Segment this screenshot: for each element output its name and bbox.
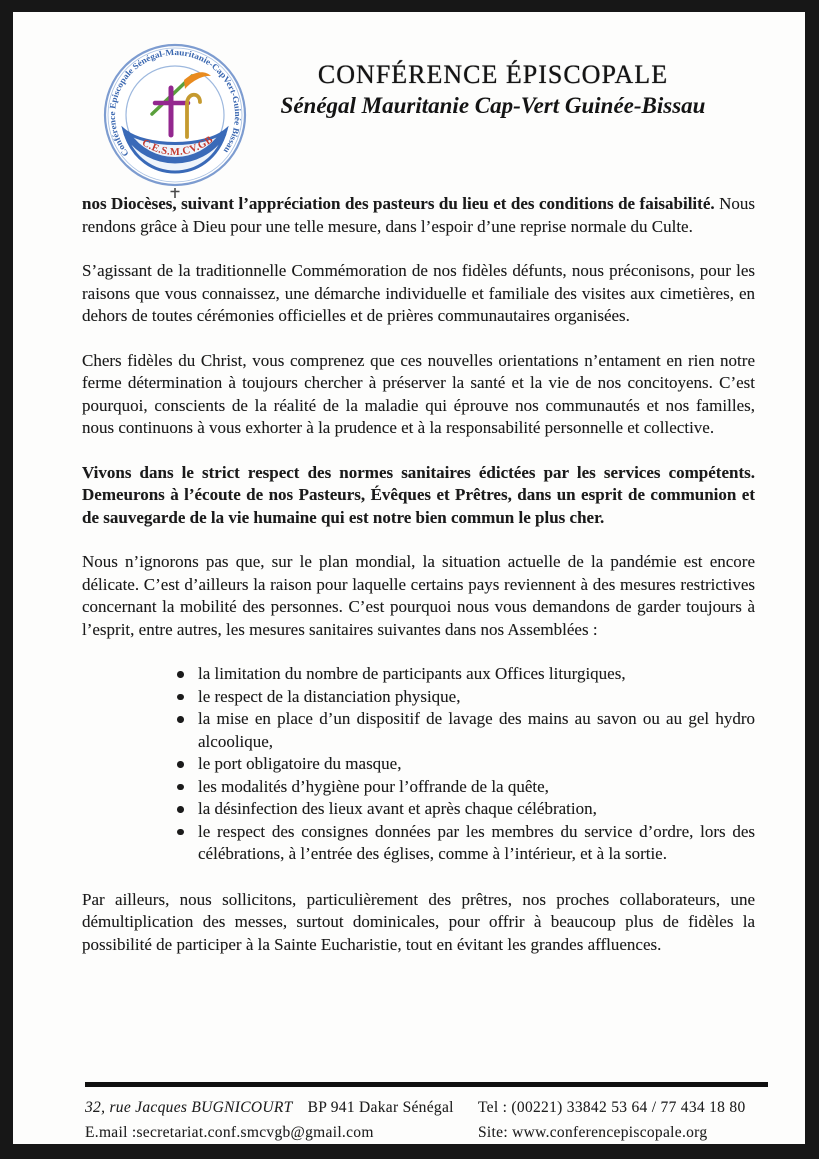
paragraph-demultiplication: Par ailleurs, nous sollicitons, particulièrement des prêtres, nos proches collaborateurs, une démultiplication des messes, surtout dominicales, pour offrir à beaucoup plus de fidèles la possibilité de participer à la Sainte Eucharistie, tout en évitant les grandes affluences. (82, 889, 755, 954)
website-url: Site: www.conferencepiscopale.org (478, 1124, 708, 1141)
footer-row-2 (85, 1120, 781, 1145)
list-item: le port obligatoire du masque, (198, 753, 755, 776)
document-page (13, 12, 805, 1144)
phone-numbers: Tel : (00221) 33842 53 64 / 77 434 18 80 (478, 1099, 746, 1116)
email-address: E.mail :secretariat.conf.smcvgb@gmail.com (85, 1124, 374, 1141)
paragraph-chers-fideles: Chers fidèles du Christ, vous comprenez que ces nouvelles orientations n’entament en rien notre ferme détermination à toujours chercher à préserver la santé et la vie de nos concitoyens. C’est pourquoi, conscients de la réalité de la maladie qui éprouve nos communautés et nos familles, nous continuons à vous exhorter à la prudence et à la responsabilité personnelle et collective. (82, 350, 755, 437)
letterhead (228, 60, 758, 119)
paragraph-lead-bold: nos Diocèses, suivant l’appréciation des pasteurs du lieu et des conditions de faisabilité. (82, 194, 715, 213)
footer-divider (85, 1082, 768, 1087)
letter-body (82, 193, 755, 978)
letter-footer (85, 1082, 781, 1145)
list-item: la mise en place d’un dispositif de lavage des mains au savon ou au gel hydro alcoolique, (198, 708, 755, 753)
list-item: le respect des consignes données par les membres du service d’ordre, lors des célébrations, à l’entrée des églises, comme à l’intérieur, et à la sortie. (198, 821, 755, 866)
po-box: BP 941 Dakar Sénégal (307, 1099, 454, 1116)
list-item: la limitation du nombre de participants aux Offices liturgiques, (198, 663, 755, 686)
paragraph-commemoration: S’agissant de la traditionnelle Commémoration de nos fidèles défunts, nous préconisons, pour les raisons que vous connaissez, une démarche individuelle et familiale des visites aux cimetières, en dehors de toutes cérémonies officielles et de prières communautaires organisées. (82, 261, 755, 325)
organization-subtitle: Sénégal Mauritanie Cap-Vert Guinée-Bissau (280, 93, 706, 118)
organization-title: CONFÉRENCE ÉPISCOPALE (317, 60, 669, 89)
list-item: la désinfection des lieux avant et après chaque célébration, (198, 798, 755, 821)
paragraph-pandemie: Nous n’ignorons pas que, sur le plan mondial, la situation actuelle de la pandémie est encore délicate. C’est d’ailleurs la raison pour laquelle certains pays reviennent à des mesures restrictives concernant la mobilité des personnes. C’est pourquoi nous vous demandons de garder toujours à l’esprit, entre autres, les mesures sanitaires suivantes dans nos Assemblées : (82, 552, 755, 639)
street-address: 32, rue Jacques BUGNICOURT (85, 1099, 293, 1116)
paragraph-lead-rest: Nous rendons grâce à Dieu pour une telle mesure, dans l’espoir d’une reprise normale du Culte. (82, 194, 755, 236)
paragraph-vivons-bold: Vivons dans le strict respect des normes sanitaires édictées par les services compétents. Demeurons à l’écoute de nos Pasteurs, Évêques et Prêtres, dans un esprit de communion et de sauvegarde de la vie humaine qui est notre bien commun le plus cher. (82, 462, 755, 527)
seal-acronym-text: C.E.S.M.CV.GB (139, 134, 216, 159)
list-item: le respect de la distanciation physique, (198, 686, 755, 709)
footer-row-1 (85, 1095, 781, 1120)
sanitary-measures-list (82, 663, 755, 866)
paragraph-diocese-faisabilite (82, 193, 755, 238)
seal-ring-text: Conférence Episcopale Sénégal-Mauritanie-CapVert-Guinée Bissau (106, 47, 244, 159)
list-item: les modalités d’hygiène pour l’offrande de la quête, (198, 776, 755, 799)
footer-address-cell (85, 1095, 478, 1120)
